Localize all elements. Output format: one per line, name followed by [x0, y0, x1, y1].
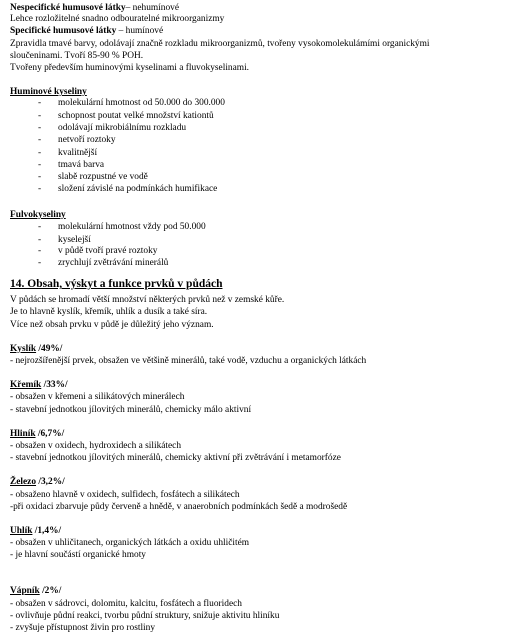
- element-line: - obsaženo hlavně v oxidech, sulfidech, fosfátech a silikátech: [10, 490, 240, 500]
- intro-line-2: Lehce rozložitelné snadno odbouratelné mikroorganizmy: [10, 14, 225, 24]
- intro-line-5: sloučeninami. Tvoří 85-90 % POH.: [10, 51, 144, 61]
- element-heading-zelezo: Železo /3,2%/: [10, 477, 65, 487]
- list-item: složení závislé na podmínkách humifikace: [58, 184, 218, 194]
- element-heading-hlinik: Hliník /6,7%/: [10, 429, 65, 439]
- element-line: - obsažen v sádrovci, dolomitu, kalcitu, fosfátech a fluoridech: [10, 599, 242, 609]
- list-item: tmavá barva: [58, 160, 105, 170]
- list-item: kyselejší: [58, 235, 91, 245]
- intro-line-1: Nespecifické humusové látky– nehumínové: [10, 3, 180, 13]
- huminove-title: Huminové kyseliny: [10, 87, 87, 97]
- bullet-dash: -: [38, 172, 42, 182]
- section-heading: 14. Obsah, výskyt a funkce prvků v půdách: [10, 278, 223, 290]
- section-paragraph-2: Je to hlavně kyslík, křemík, uhlík a dusík a také síra.: [10, 307, 208, 317]
- element-heading-kyslik: Kyslík /49%/: [10, 344, 63, 354]
- bullet-dash: -: [38, 111, 42, 121]
- bullet-dash: -: [38, 258, 42, 268]
- list-item: odolávají mikrobiálnímu rozkladu: [58, 123, 187, 133]
- element-line: - obsažen v oxidech, hydroxidech a silikátech: [10, 441, 182, 451]
- list-item: slabě rozpustné ve vodě: [58, 172, 148, 182]
- list-item: netvoří roztoky: [58, 135, 116, 145]
- section-paragraph-3: Více než obsah prvku v půdě je důležitý jeho význam.: [10, 320, 214, 330]
- list-item: zrychlují zvětrávání minerálů: [58, 258, 169, 268]
- element-heading-uhlik: Uhlík /1,4%/: [10, 526, 62, 536]
- bullet-dash: -: [38, 123, 42, 133]
- bullet-dash: -: [38, 235, 42, 245]
- list-item: kvalitnější: [58, 148, 98, 158]
- element-line: - nejrozšířenější prvek, obsažen ve většině minerálů, také vodě, vzduchu a organických látkách: [10, 356, 367, 366]
- bullet-dash: -: [38, 222, 42, 232]
- list-item: molekulární hmotnost vždy pod 50.000: [58, 222, 206, 232]
- element-line: - obsažen v uhličitanech, organických látkách a oxidu uhličitém: [10, 538, 250, 548]
- intro-line-6: Tvořeny především huminovými kyselinami a fluvokyselinami.: [10, 63, 250, 73]
- list-item: molekulární hmotnost od 50.000 do 300.000: [58, 98, 225, 108]
- element-line: -při oxidaci zbarvuje půdy červeně a hnědě, v anaerobních podmínkách šedě a modrošedě: [10, 502, 348, 512]
- element-line: - zvyšuje přístupnost živin pro rostliny: [10, 623, 156, 633]
- bullet-dash: -: [38, 148, 42, 158]
- element-line: - ovlivňuje půdní reakci, tvorbu půdní struktury, snižuje aktivitu hliníku: [10, 611, 280, 621]
- element-heading-kremik: Křemík /33%/: [10, 380, 68, 390]
- element-line: - stavební jednotkou jílovitých minerálů, chemicky málo aktivní: [10, 405, 252, 415]
- element-line: - je hlavní součástí organické hmoty: [10, 550, 146, 560]
- list-item: v půdě tvoří pravé roztoky: [58, 246, 158, 256]
- section-paragraph-1: V půdách se hromadí větší množství některých prvků než v zemské kůře.: [10, 295, 285, 305]
- bullet-dash: -: [38, 184, 42, 194]
- element-line: - obsažen v křemeni a silikátových minerálech: [10, 392, 185, 402]
- bullet-dash: -: [38, 160, 42, 170]
- intro-line-4: Zpravidla tmavé barvy, odolávají značně rozkladu mikroorganizmů, tvořeny vysokomolekulámími organickými: [10, 39, 430, 49]
- intro-line-3: Specifické humusové látky – humínové: [10, 26, 164, 36]
- fulvo-title: Fulvokyseliny: [10, 210, 66, 220]
- bullet-dash: -: [38, 98, 42, 108]
- bullet-dash: -: [38, 135, 42, 145]
- bullet-dash: -: [38, 246, 42, 256]
- element-heading-vapnik: Vápník /2%/: [10, 586, 62, 596]
- element-line: - stavební jednotkou jílovitých minerálů, chemicky aktivní při zvětrávání i metamorfóze: [10, 453, 341, 463]
- list-item: schopnost poutat velké množství kationtů: [58, 111, 214, 121]
